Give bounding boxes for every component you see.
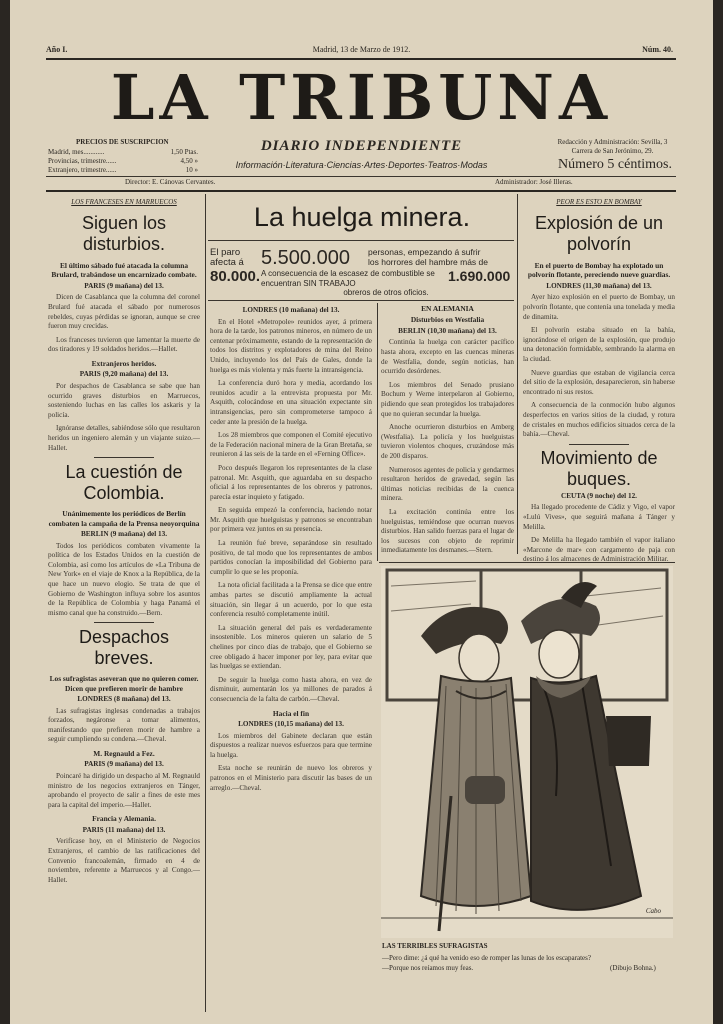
- paragraph: Los franceses tuvieron que lamentar la muerte de dos tiradores y 19 soldados heridos.—Hallet.: [48, 335, 200, 354]
- lead-sufragistas: Los sufragistas aseveran que no quieren comer. Dicen que prefieren morir de hambre: [49, 674, 199, 693]
- year-label: Año I.: [46, 45, 68, 54]
- paragraph: En el Hotel «Metropole» reunidos ayer, á primera hora de la tarde, los patronos mineros, en número de un centenar próximamente, estando de la representación de todos los distritos y explotadores de mina del Reino Unido, incluyendo los del País de Gales, donde la huelga es más violenta y más fuerte la intransigencia.: [210, 317, 372, 374]
- paragraph: En seguida empezó la conferencia, haciendo notar Mr. Asquith que huelguistas y patronos se encontraban por primera vez juntos en su presencia.: [210, 506, 372, 534]
- dateline-londres-2: LONDRES (10,15 mañana) del 13.: [238, 719, 344, 728]
- paragraph: Nueve guardias que estaban de vigilancia cerca del sitio de la explosión, desaparecieron, sin haberse encontrado ni sus restos.: [523, 368, 675, 396]
- dateline-berlin-germany: BERLIN (10,30 mañana) del 13.: [398, 326, 497, 335]
- headline-explosion: Explosión de un polvorín: [534, 213, 664, 254]
- headline-colombia: La cuestión de Colombia.: [65, 462, 183, 504]
- column-rule-2: [517, 194, 518, 554]
- box-paro-label: El paro: [210, 247, 241, 258]
- paragraph: La excitación continúa entre los huelguistas, temiéndose que ocurran nuevos disturbios. Han salido fuerzas para el lugar de los sucesos con objeto de reprimir inmediatamente los desmanes.—Stern.: [381, 507, 514, 555]
- masthead-rule: [46, 176, 676, 177]
- dateline-paris-1: PARIS (9 mañana) del 13.: [84, 281, 164, 290]
- paragraph: La reunión fué breve, separándose sin resultado positivo, de tal modo que los representantes de ambos partidos conocían la imposibilidad del Gobierno para cumplir lo que se les proponía.: [210, 539, 372, 576]
- issue-number: Núm. 40.: [642, 45, 673, 54]
- paragraph: Verifícase hoy, en el Ministerio de Negocios Extranjeros, el cambio de las ratificaciones del Convenio francoalemán, firmado en 4 de noviembre, referente a Marruecos y al Congo.—Hallet.: [48, 837, 200, 884]
- lead-bombay: En el puerto de Bombay ha explotado un polvorín flotante, pereciendo nueve guardias.: [527, 261, 671, 280]
- issue-date: Madrid, 13 de Marzo de 1912.: [312, 45, 411, 54]
- paragraph: Todos los periódicos combaten vivamente la política de los Estados Unidos en la cuestión de Colombia, así como los artículos de «La Tribuna de New York» en el viaje de Knox a la República, de la que hace un nuevo elogio. Se trata de que el Gobierno de Washington influya sobre los asuntos de la República de Colombia y haga Panamá el mismo canal que ha construido.—Bern.: [48, 541, 200, 617]
- left-column: [48, 198, 200, 1018]
- prices-list: [48, 148, 198, 175]
- cartoon-illustration: [381, 566, 673, 938]
- suffragettes-cartoon: [381, 566, 673, 938]
- dateline-paris-2: PARIS (9,20 mañana) del 13.: [79, 370, 169, 379]
- paragraph: Continúa la huelga con carácter pacífico hasta ahora, excepto en las cuencas mineras de Westfalia, donde, según noticias, han ocurrido desórdenes.: [381, 338, 514, 376]
- headline-siguen-disturbios: Siguen los disturbios.: [81, 213, 167, 254]
- artist-signature: Cabo: [645, 907, 661, 915]
- price-value: 4,50 »: [180, 157, 198, 165]
- box-affected-number: 80.000.: [210, 268, 261, 285]
- price-label: Provincias, trimestre......: [48, 157, 117, 165]
- cartoon-credit: (Dibujo Bohna.): [610, 964, 656, 972]
- left-kicker: LOS FRANCESES EN MARRUECOS: [71, 198, 177, 206]
- paragraph: Poincaré ha dirigido un despacho al M. Regnauld ministro de los negocios extranjeros en Tánger, aprobando el proyecto de salir a fines de este mes para la capital del imperio.—Hallet.: [48, 772, 200, 809]
- box-line-2: obreros de otros oficios.: [343, 288, 429, 297]
- paragraph: Dicen de Casablanca que la columna del coronel Brulard fué atacada el sábado por numerosos rebeldes, cuyas pérdidas se ignoran, aunque se cree fueron muy crecidas.: [48, 293, 200, 331]
- box-afecta-label: afecta á: [210, 257, 244, 268]
- cartoon-top-rule: [379, 562, 675, 563]
- germany-article: [381, 304, 514, 558]
- paragraph: Los miembros del Gabinete declaran que están dispuestos a realizar nuevos esfuerzos para que termine la huelga.: [210, 731, 372, 759]
- strike-figures-box: [208, 244, 514, 298]
- paragraph: La situación general del país es verdaderamente insostenible. Los mineros quieren un salario de 5 chelines por cinco días de trabajo, que el Gobierno se cree obligado á hacer imponer por ley, para evitar que las huelgas se extiendan.: [210, 623, 372, 671]
- paragraph: Ha llegado procedente de Cádiz y Vigo, el vapor «Lulú Vives», que seguirá mañana á Tánger y Melilla.: [523, 503, 675, 531]
- masthead-title: LA TRIBUNA: [110, 61, 613, 134]
- paragraph: Ignóranse detalles, sabiéndose sólo que resultaron heridos un ingeniero alemán y un viajante suizo.—Hallet.: [48, 424, 200, 452]
- paragraph: Numerosos agentes de policía y gendarmes resultaron heridos de gravedad, según las últimas noticias recibidas de la cuenca minera.: [381, 465, 514, 503]
- price-value: 1,50 Ptas.: [170, 148, 198, 156]
- subhead-regnauld: M. Regnauld a Fez.: [93, 749, 155, 759]
- dateline-londres-right: LONDRES (11,30 mañana) del 13.: [546, 281, 652, 290]
- paragraph: Las sufragistas inglesas condenadas a trabajos forzados, negáronse a tomar alimentos, manifestando que prefieren morir de hambre a seguir cumpliendo su condena.—Cheval.: [48, 706, 200, 744]
- newspaper-page: [10, 0, 713, 1024]
- dateline-ceuta: CEUTA (9 noche) del 12.: [561, 491, 637, 500]
- subhead-hacia-fin: Hacia el fin: [272, 708, 310, 718]
- price-row: [48, 166, 198, 175]
- paragraph: Esta noche se reunirán de nuevo los obreros y patronos en el Ministerio para discutir las bases de un arreglo.—Cheval.: [210, 764, 372, 792]
- dateline-paris-3: PARIS (9 mañana) del 13.: [84, 760, 164, 769]
- dateline-paris-4: PARIS (11 mañana) del 13.: [82, 825, 166, 834]
- germany-kicker: EN ALEMANIA: [421, 304, 474, 313]
- administrator-line: Administrador: José Illeras.: [495, 178, 573, 186]
- director-line: Director: E. Cánovas Cervantes.: [125, 178, 216, 186]
- masthead-tagline: Información·Literatura·Ciencias·Artes·Deportes·Teatros·Modas: [235, 160, 488, 170]
- price-value: 10 »: [185, 166, 198, 174]
- paragraph: De seguir la huelga como hasta ahora, en vez de disminuir, aumentarán los ya millones de parados á consecuencia de la falta de carbón.—Cheval.: [210, 675, 372, 703]
- paragraph: A consecuencia de la conmoción hubo algunos desperfectos en varios sitios de la ciudad, y rotura de cristales en muchos edificios situados cerca de la bahía.—Cheval.: [523, 401, 675, 439]
- paragraph: La nota oficial facilitada a la Prensa se dice que entre ambas partes se discutió ampliamente la actual situación, sin llegar á un acuerdo, por lo que esta conferencia resultó completamente inútil.: [210, 581, 372, 619]
- box-top-rule: [208, 240, 514, 241]
- dateline-berlin: BERLIN (9 mañana) del 13.: [80, 529, 168, 538]
- dateline-londres-1: LONDRES (10 mañana) del 13.: [242, 306, 340, 314]
- price-label: Extranjero, trimestre......: [48, 166, 117, 174]
- box-bottom-rule: [208, 300, 514, 301]
- subhead-extranjeros: Extranjeros heridos.: [91, 358, 157, 368]
- box-big-number: 5.500.000: [261, 247, 350, 269]
- cartoon-caption-line-2: —Porque nos reíamos muy feas.: [382, 964, 474, 972]
- separator: [94, 457, 154, 458]
- column-rule-1: [205, 194, 206, 1012]
- paragraph: El polvorín estaba situado en la bahía, ignorándose el origen de la explosión, que produjo una detonación formidable, sembrando la alarma en la ciudad.: [523, 326, 675, 363]
- headline-despachos: Despachos breves.: [78, 627, 170, 669]
- paragraph: Poco después llegaron los representantes de la clase patronal. Mr. Asquith, que aguardaba en su despacho oficial á los representantes de los obreros y patronos, parecía estar inquieto y fatigado.: [210, 463, 372, 501]
- headline-huelga-minera: La huelga minera.: [253, 202, 471, 232]
- price-row: [48, 157, 198, 166]
- paragraph: Los 28 miembros que componen el Comité ejecutivo de la Federación nacional minera de la Gran Bretaña, se reunieron á las seis de la tarde en el «Ferning Office».: [210, 431, 372, 459]
- masthead-subtitle: DIARIO INDEPENDIENTE: [260, 138, 463, 154]
- cartoon-caption-title: LAS TERRIBLES SUFRAGISTAS: [382, 942, 488, 950]
- columns-top-rule: [46, 190, 676, 192]
- box-text-1: personas, empezando á sufrir: [368, 247, 481, 257]
- dateline-londres: LONDRES (8 mañana) del 13.: [77, 695, 171, 704]
- box-text-2: los horrores del hambre más de: [368, 257, 489, 267]
- separator: [94, 622, 154, 623]
- admin-address: Redacción y Administración: Sevilla, 3: [557, 138, 668, 146]
- separator: [569, 444, 629, 445]
- paragraph: Los miembros del Senado prusiano Bochum y Werne interpelaron al Gobierno, pidiendo que sean protegidos los trabajadores que no quieran secundar la huelga.: [381, 380, 514, 418]
- right-column: [523, 198, 675, 564]
- column-rule-center: [377, 303, 378, 561]
- lead-colombia: Unánimemente los periódicos de Berlín combaten la campaña de la Prensa neoyorquina: [48, 509, 200, 528]
- box-line-1: A consecuencia de la escasez de combustible se encuentran SIN TRABAJO: [261, 269, 435, 288]
- subhead-francia: Francia y Alemania.: [92, 814, 156, 824]
- paragraph: La conferencia duró hora y media, acordando los reunidos acudir a la entrevista propuesta por Mr. Asquith, colocándose en una situación expectante sin intransigencias, pero sin comprometerse tampoco á ceder ante la presión de la huelga.: [210, 379, 372, 426]
- price-per-issue: Número 5 céntimos.: [558, 157, 672, 172]
- paragraph: Ayer hizo explosión en el puerto de Bombay, un polvorín flotante, que contenía una tonelada y media de dinamita.: [523, 293, 675, 321]
- right-kicker: PEOR ES ESTO EN BOMBAY: [556, 198, 642, 206]
- lead-brulard: El último sábado fué atacada la columna Brulard, trabándose un encarnizado combate.: [51, 261, 197, 280]
- box-unemployed-number: 1.690.000: [448, 268, 511, 284]
- paragraph: De Melilla ha llegado también el vapor italiano «Marcone de mar» con cargamento de paja con destino á los almacenes de Administración Militar.: [523, 536, 675, 564]
- price-label: Madrid, mes............: [48, 148, 105, 156]
- admin-address-2: Carrera de San Jerónimo, 29.: [571, 147, 654, 155]
- headline-movimiento-buques: Movimiento de buques.: [540, 447, 658, 489]
- germany-headline: Disturbios en Westfalia: [410, 315, 485, 325]
- prices-title: PRECIOS DE SUSCRIPCION: [76, 138, 169, 146]
- paragraph: Anoche ocurrieron disturbios en Amberg (Westfalia). La policía y los huelguistas tuvieron violentos choques, cruzándose más de 200 disparos.: [381, 423, 514, 460]
- center-left-column: [210, 304, 372, 1014]
- paragraph: Por despachos de Casablanca se sabe que han ocurrido graves disturbios en Marruecos, sosteniendo luchas en las calles los askaris y la policía.: [48, 381, 200, 419]
- cartoon-caption-line-1: —Pero dime: ¿á qué ha venido eso de romper las lunas de los escaparates?: [382, 954, 591, 962]
- price-row: [48, 148, 198, 157]
